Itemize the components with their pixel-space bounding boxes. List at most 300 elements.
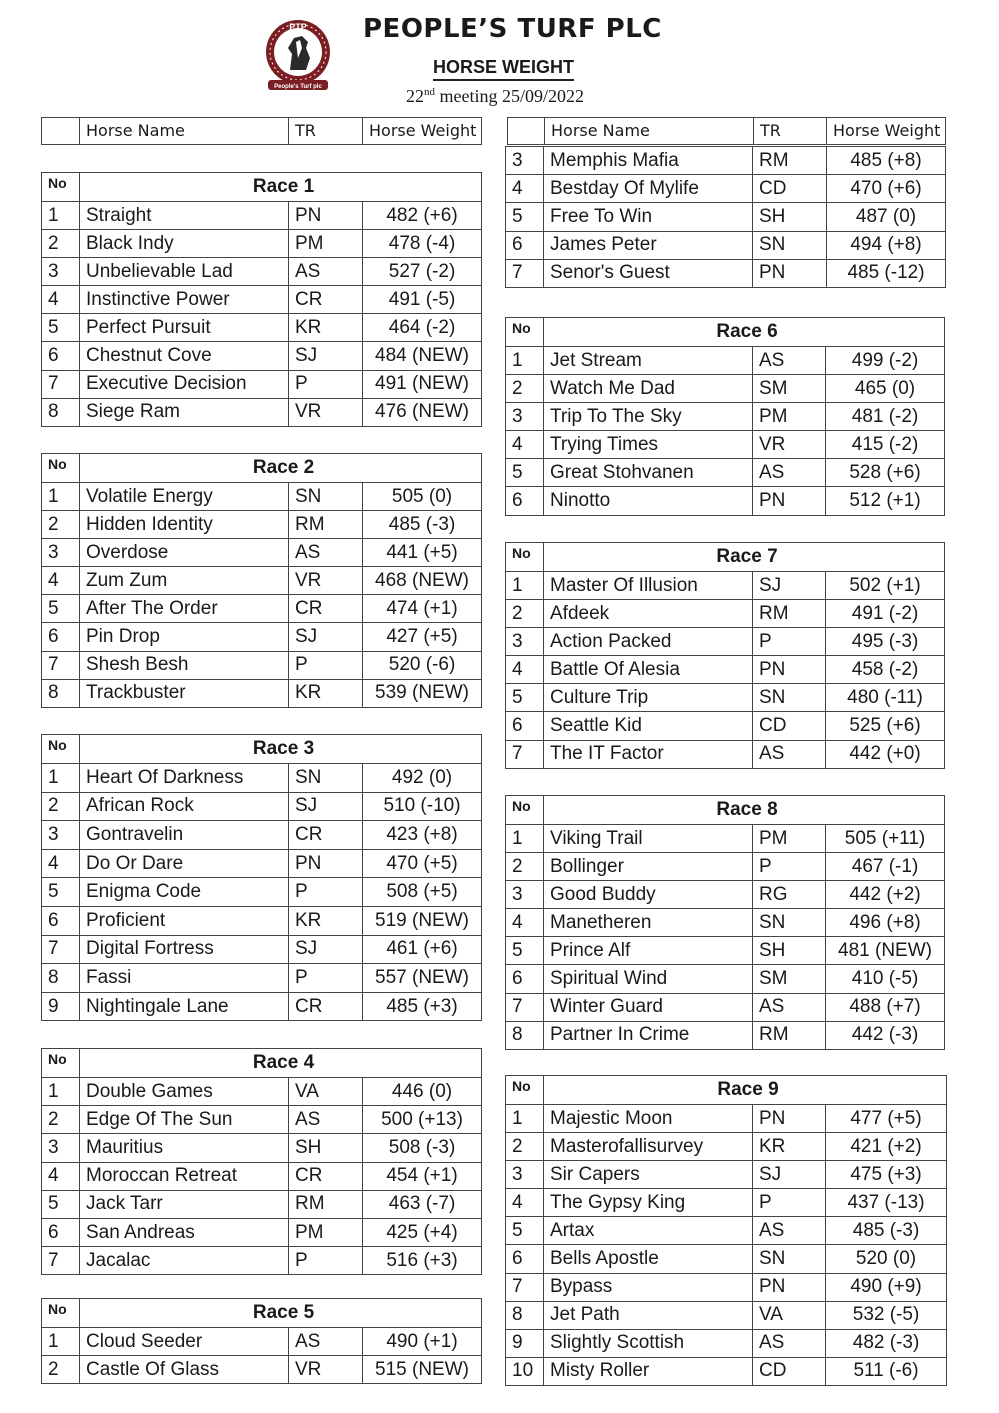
- runner-number: 4: [42, 286, 80, 314]
- trainer-code: RM: [753, 600, 826, 628]
- trainer-code: KR: [753, 1133, 826, 1161]
- runner-number: 7: [42, 935, 80, 964]
- trainer-code: SN: [289, 483, 363, 511]
- horse-weight: 490 (+1): [363, 1328, 482, 1356]
- horse-name: Slightly Scottish: [544, 1329, 753, 1357]
- runner-row: [42, 314, 482, 342]
- horse-weight: 476 (NEW): [363, 398, 482, 426]
- runner-row: [42, 764, 482, 793]
- runner-number: 5: [506, 1217, 544, 1245]
- horse-weight: 491 (NEW): [363, 370, 482, 398]
- runner-number: 9: [506, 1329, 544, 1357]
- horse-name: Heart Of Darkness: [80, 764, 289, 793]
- trainer-code: SJ: [289, 623, 363, 651]
- runner-row: [42, 878, 482, 907]
- race-table-4: [41, 1048, 482, 1275]
- horse-name: Misty Roller: [544, 1357, 753, 1385]
- runner-number: 5: [42, 1190, 80, 1218]
- horse-weight: 508 (+5): [363, 878, 482, 907]
- horse-weight: 442 (-3): [826, 1021, 945, 1049]
- runner-number: 6: [42, 342, 80, 370]
- horse-name: Viking Trail: [544, 825, 753, 853]
- runner-row: [506, 231, 946, 259]
- horse-name: Watch Me Dad: [544, 375, 753, 403]
- runner-row: [506, 881, 945, 909]
- runner-row: [42, 370, 482, 398]
- runner-row: [506, 147, 946, 175]
- runner-row: [42, 964, 482, 993]
- runner-number: 5: [506, 459, 544, 487]
- trainer-code: SM: [753, 965, 826, 993]
- runner-row: [506, 853, 945, 881]
- trainer-code: AS: [753, 740, 826, 768]
- trainer-code: AS: [753, 459, 826, 487]
- horse-name: Enigma Code: [80, 878, 289, 907]
- runner-row: [506, 1245, 947, 1273]
- runner-number: 2: [42, 230, 80, 258]
- runner-number: 1: [42, 764, 80, 793]
- runner-row: [506, 684, 945, 712]
- runner-number: 1: [42, 483, 80, 511]
- horse-name: Trackbuster: [80, 679, 289, 707]
- horse-name: Battle Of Alesia: [544, 656, 753, 684]
- trainer-code: CD: [753, 1357, 826, 1385]
- trainer-code: VR: [289, 398, 363, 426]
- horse-weight: 485 (-3): [826, 1217, 947, 1245]
- runner-row: [506, 1273, 947, 1301]
- race-header-row: [42, 735, 482, 764]
- runner-row: [506, 403, 945, 431]
- horse-weight: 511 (-6): [826, 1357, 947, 1385]
- no-column-label: No: [42, 173, 80, 202]
- horse-name: Seattle Kid: [544, 712, 753, 740]
- horse-weight: 470 (+6): [827, 175, 946, 203]
- trainer-code: PN: [753, 487, 826, 515]
- horse-name: Pin Drop: [80, 623, 289, 651]
- runner-number: 6: [506, 965, 544, 993]
- race-table-8: [505, 795, 945, 1050]
- runner-row: [42, 651, 482, 679]
- horse-weight: 468 (NEW): [363, 567, 482, 595]
- runner-number: 3: [42, 258, 80, 286]
- horse-name: Hidden Identity: [80, 511, 289, 539]
- trainer-code: PM: [289, 230, 363, 258]
- race-header-row: [42, 454, 482, 483]
- horse-name: Shesh Besh: [80, 651, 289, 679]
- header-no-blank: [508, 118, 545, 145]
- no-column-label: No: [506, 1076, 544, 1105]
- trainer-code: PN: [289, 202, 363, 230]
- horse-weight: 502 (+1): [826, 572, 945, 600]
- header-horse-weight: Horse Weight: [363, 118, 482, 145]
- horse-weight: 442 (+2): [826, 881, 945, 909]
- horse-name: Volatile Energy: [80, 483, 289, 511]
- trainer-code: PN: [753, 1105, 826, 1133]
- no-column-label: No: [506, 318, 544, 347]
- runner-number: 4: [42, 567, 80, 595]
- trainer-code: SJ: [289, 792, 363, 821]
- runner-number: 4: [42, 1162, 80, 1190]
- runner-row: [506, 1301, 947, 1329]
- horse-name: Do Or Dare: [80, 849, 289, 878]
- trainer-code: P: [289, 651, 363, 679]
- horse-name: Executive Decision: [80, 370, 289, 398]
- runner-row: [42, 595, 482, 623]
- runner-number: 6: [506, 712, 544, 740]
- horse-weight: 477 (+5): [826, 1105, 947, 1133]
- horse-weight: 461 (+6): [363, 935, 482, 964]
- trainer-code: AS: [289, 1106, 363, 1134]
- horse-name: Unbelievable Lad: [80, 258, 289, 286]
- runner-number: 10: [506, 1357, 544, 1385]
- runner-number: 7: [506, 993, 544, 1021]
- horse-name: Master Of Illusion: [544, 572, 753, 600]
- trainer-code: AS: [289, 1328, 363, 1356]
- runner-row: [506, 628, 945, 656]
- horse-weight: 525 (+6): [826, 712, 945, 740]
- trainer-code: AS: [753, 1329, 826, 1357]
- runner-number: 2: [42, 1356, 80, 1384]
- runner-row: [506, 1329, 947, 1357]
- runner-row: [42, 258, 482, 286]
- race-table-5-continued: [505, 146, 946, 288]
- runner-number: 5: [506, 684, 544, 712]
- runner-row: [506, 825, 945, 853]
- runner-number: 6: [506, 231, 544, 259]
- horse-weight: 527 (-2): [363, 258, 482, 286]
- horse-weight: 516 (+3): [363, 1247, 482, 1275]
- horse-weight: 557 (NEW): [363, 964, 482, 993]
- logo-caption: People's Turf plc: [274, 84, 322, 90]
- horse-weight: 496 (+8): [826, 909, 945, 937]
- runner-row: [42, 679, 482, 707]
- trainer-code: PM: [753, 825, 826, 853]
- runner-row: [42, 567, 482, 595]
- horse-weight: 470 (+5): [363, 849, 482, 878]
- horse-weight: 481 (NEW): [826, 937, 945, 965]
- runner-row: [506, 375, 945, 403]
- horse-weight: 520 (0): [826, 1245, 947, 1273]
- runner-row: [506, 175, 946, 203]
- race-table-9: [505, 1075, 947, 1386]
- trainer-code: VA: [753, 1301, 826, 1329]
- runner-number: 5: [42, 595, 80, 623]
- trainer-code: AS: [289, 258, 363, 286]
- horse-name: Trying Times: [544, 431, 753, 459]
- runner-row: [42, 230, 482, 258]
- trainer-code: CD: [753, 175, 827, 203]
- trainer-code: SN: [289, 764, 363, 793]
- trainer-code: SJ: [289, 342, 363, 370]
- horse-name: Proficient: [80, 906, 289, 935]
- runner-row: [506, 431, 945, 459]
- runner-row: [506, 1161, 947, 1189]
- horse-name: Bestday Of Mylife: [544, 175, 753, 203]
- trainer-code: AS: [289, 539, 363, 567]
- runner-row: [42, 1356, 482, 1384]
- runner-row: [506, 203, 946, 231]
- trainer-code: SJ: [753, 1161, 826, 1189]
- trainer-code: SN: [753, 1245, 826, 1273]
- horse-weight: 494 (+8): [827, 231, 946, 259]
- race-title: Race 2: [80, 454, 482, 483]
- horse-weight: 446 (0): [363, 1078, 482, 1106]
- horse-name: Free To Win: [544, 203, 753, 231]
- trainer-code: SJ: [753, 572, 826, 600]
- runner-number: 3: [42, 821, 80, 850]
- trainer-code: P: [289, 964, 363, 993]
- horse-name: After The Order: [80, 595, 289, 623]
- horse-weight: 485 (+8): [827, 147, 946, 175]
- trainer-code: RM: [289, 1190, 363, 1218]
- horse-weight: 485 (-3): [363, 511, 482, 539]
- trainer-code: AS: [753, 347, 826, 375]
- horse-name: Double Games: [80, 1078, 289, 1106]
- race-table-7: [505, 542, 945, 769]
- horse-weight: 441 (+5): [363, 539, 482, 567]
- horse-weight: 505 (+11): [826, 825, 945, 853]
- trainer-code: RG: [753, 881, 826, 909]
- race-title: Race 7: [544, 543, 945, 572]
- horse-weight: 467 (-1): [826, 853, 945, 881]
- company-title: PEOPLE’S TURF PLC: [363, 14, 662, 44]
- runner-row: [506, 459, 945, 487]
- runner-number: 3: [506, 628, 544, 656]
- header-horse-weight: Horse Weight: [827, 118, 946, 145]
- runner-row: [42, 1190, 482, 1218]
- trainer-code: SM: [753, 375, 826, 403]
- horse-weight: 442 (+0): [826, 740, 945, 768]
- horse-name: Ninotto: [544, 487, 753, 515]
- horse-weight: 512 (+1): [826, 487, 945, 515]
- runner-row: [42, 1247, 482, 1275]
- runner-row: [42, 1078, 482, 1106]
- horse-name: Mauritius: [80, 1134, 289, 1162]
- horse-name: Senor's Guest: [544, 259, 753, 287]
- runner-row: [506, 1189, 947, 1217]
- horse-name: Memphis Mafia: [544, 147, 753, 175]
- runner-number: 3: [506, 881, 544, 909]
- horse-weight: 480 (-11): [826, 684, 945, 712]
- runner-number: 9: [42, 992, 80, 1021]
- runner-row: [42, 992, 482, 1021]
- horse-weight: 492 (0): [363, 764, 482, 793]
- runner-number: 4: [42, 849, 80, 878]
- runner-row: [42, 1134, 482, 1162]
- horse-name: Jet Stream: [544, 347, 753, 375]
- runner-number: 1: [42, 1328, 80, 1356]
- runner-row: [506, 1357, 947, 1385]
- horse-name: Straight: [80, 202, 289, 230]
- runner-number: 4: [506, 1189, 544, 1217]
- no-column-label: No: [42, 1299, 80, 1328]
- trainer-code: PM: [289, 1218, 363, 1246]
- runner-row: [42, 483, 482, 511]
- runner-number: 6: [506, 1245, 544, 1273]
- trainer-code: CR: [289, 1162, 363, 1190]
- trainer-code: PN: [289, 849, 363, 878]
- horse-name: Bypass: [544, 1273, 753, 1301]
- race-header-row: [42, 1299, 482, 1328]
- horse-name: Siege Ram: [80, 398, 289, 426]
- trainer-code: VR: [289, 1356, 363, 1384]
- runner-number: 3: [42, 1134, 80, 1162]
- horse-weight: 421 (+2): [826, 1133, 947, 1161]
- trainer-code: KR: [289, 679, 363, 707]
- race-title: Race 8: [544, 796, 945, 825]
- race-title: Race 3: [80, 735, 482, 764]
- runner-number: 1: [506, 572, 544, 600]
- runner-row: [42, 1106, 482, 1134]
- runner-number: 2: [42, 1106, 80, 1134]
- horse-name: Fassi: [80, 964, 289, 993]
- runner-row: [42, 906, 482, 935]
- meeting-ordinal: 22: [406, 86, 424, 106]
- runner-number: 7: [506, 259, 544, 287]
- runner-row: [506, 259, 946, 287]
- horse-name: Manetheren: [544, 909, 753, 937]
- runner-number: 2: [506, 853, 544, 881]
- trainer-code: P: [289, 1247, 363, 1275]
- runner-number: 4: [506, 175, 544, 203]
- horse-name: Instinctive Power: [80, 286, 289, 314]
- horse-weight: 488 (+7): [826, 993, 945, 1021]
- horse-weight: 410 (-5): [826, 965, 945, 993]
- trainer-code: VR: [289, 567, 363, 595]
- horse-name: Cloud Seeder: [80, 1328, 289, 1356]
- horse-weight: 463 (-7): [363, 1190, 482, 1218]
- horse-weight: 474 (+1): [363, 595, 482, 623]
- horse-weight: 475 (+3): [826, 1161, 947, 1189]
- runner-row: [42, 539, 482, 567]
- meeting-date: meeting 25/09/2022: [435, 86, 584, 106]
- horse-name: The Gypsy King: [544, 1189, 753, 1217]
- horse-weight: 485 (+3): [363, 992, 482, 1021]
- runner-row: [42, 398, 482, 426]
- horse-weight: 491 (-5): [363, 286, 482, 314]
- horse-name: Castle Of Glass: [80, 1356, 289, 1384]
- runner-row: [506, 740, 945, 768]
- trainer-code: KR: [289, 906, 363, 935]
- header-tr: TR: [289, 118, 363, 145]
- race-header-row: [42, 1049, 482, 1078]
- horse-weight: 515 (NEW): [363, 1356, 482, 1384]
- horse-weight: 454 (+1): [363, 1162, 482, 1190]
- ptp-logo: [262, 18, 334, 96]
- runner-row: [506, 487, 945, 515]
- runner-number: 7: [42, 370, 80, 398]
- runner-number: 8: [506, 1301, 544, 1329]
- horse-weight: 508 (-3): [363, 1134, 482, 1162]
- meeting-line: [406, 86, 584, 107]
- horse-weight: 478 (-4): [363, 230, 482, 258]
- horse-name: Trip To The Sky: [544, 403, 753, 431]
- horse-weight: 482 (+6): [363, 202, 482, 230]
- runner-number: 3: [42, 539, 80, 567]
- horse-name: The IT Factor: [544, 740, 753, 768]
- race-header-row: [42, 173, 482, 202]
- runner-number: 1: [42, 1078, 80, 1106]
- runner-row: [506, 937, 945, 965]
- header-tr: TR: [754, 118, 827, 145]
- no-column-label: No: [506, 796, 544, 825]
- horse-name: James Peter: [544, 231, 753, 259]
- runner-row: [42, 792, 482, 821]
- runner-number: 6: [42, 906, 80, 935]
- runner-row: [506, 1217, 947, 1245]
- race-title: Race 1: [80, 173, 482, 202]
- runner-number: 5: [506, 203, 544, 231]
- trainer-code: P: [289, 370, 363, 398]
- horse-name: Sir Capers: [544, 1161, 753, 1189]
- race-table-2: [41, 453, 482, 708]
- runner-row: [42, 821, 482, 850]
- trainer-code: RM: [753, 1021, 826, 1049]
- trainer-code: SJ: [289, 935, 363, 964]
- runner-row: [506, 965, 945, 993]
- horse-name: Prince Alf: [544, 937, 753, 965]
- runner-row: [42, 286, 482, 314]
- runner-number: 4: [506, 909, 544, 937]
- runner-number: 2: [506, 600, 544, 628]
- trainer-code: P: [753, 1189, 826, 1217]
- runner-row: [506, 1021, 945, 1049]
- trainer-code: PN: [753, 656, 826, 684]
- horse-weight: 425 (+4): [363, 1218, 482, 1246]
- trainer-code: SH: [289, 1134, 363, 1162]
- horse-weight: 482 (-3): [826, 1329, 947, 1357]
- runner-number: 7: [42, 1247, 80, 1275]
- header-no-blank: [42, 118, 80, 145]
- runner-number: 6: [506, 487, 544, 515]
- horse-name: Overdose: [80, 539, 289, 567]
- header-horse-name: Horse Name: [80, 118, 289, 145]
- runner-row: [506, 909, 945, 937]
- runner-number: 2: [506, 1133, 544, 1161]
- race-title: Race 9: [544, 1076, 947, 1105]
- horse-name: Zum Zum: [80, 567, 289, 595]
- runner-row: [506, 656, 945, 684]
- horse-name: Bells Apostle: [544, 1245, 753, 1273]
- horse-name: Culture Trip: [544, 684, 753, 712]
- runner-row: [506, 600, 945, 628]
- runner-number: 1: [42, 202, 80, 230]
- horse-weight: 500 (+13): [363, 1106, 482, 1134]
- runner-row: [42, 1162, 482, 1190]
- horse-name: Spiritual Wind: [544, 965, 753, 993]
- horse-weight: 491 (-2): [826, 600, 945, 628]
- horse-name: Chestnut Cove: [80, 342, 289, 370]
- horse-weight: 485 (-12): [827, 259, 946, 287]
- runner-number: 8: [42, 679, 80, 707]
- horse-name: Nightingale Lane: [80, 992, 289, 1021]
- horse-weight: 415 (-2): [826, 431, 945, 459]
- runner-row: [42, 935, 482, 964]
- race-table-6: [505, 317, 945, 516]
- runner-number: 8: [506, 1021, 544, 1049]
- runner-row: [506, 347, 945, 375]
- race-table-3: [41, 734, 482, 1021]
- runner-row: [42, 511, 482, 539]
- trainer-code: CR: [289, 821, 363, 850]
- trainer-code: SN: [753, 684, 826, 712]
- trainer-code: CR: [289, 286, 363, 314]
- runner-number: 4: [506, 431, 544, 459]
- runner-row: [506, 712, 945, 740]
- horse-name: Bollinger: [544, 853, 753, 881]
- horse-name: Majestic Moon: [544, 1105, 753, 1133]
- runner-number: 8: [42, 398, 80, 426]
